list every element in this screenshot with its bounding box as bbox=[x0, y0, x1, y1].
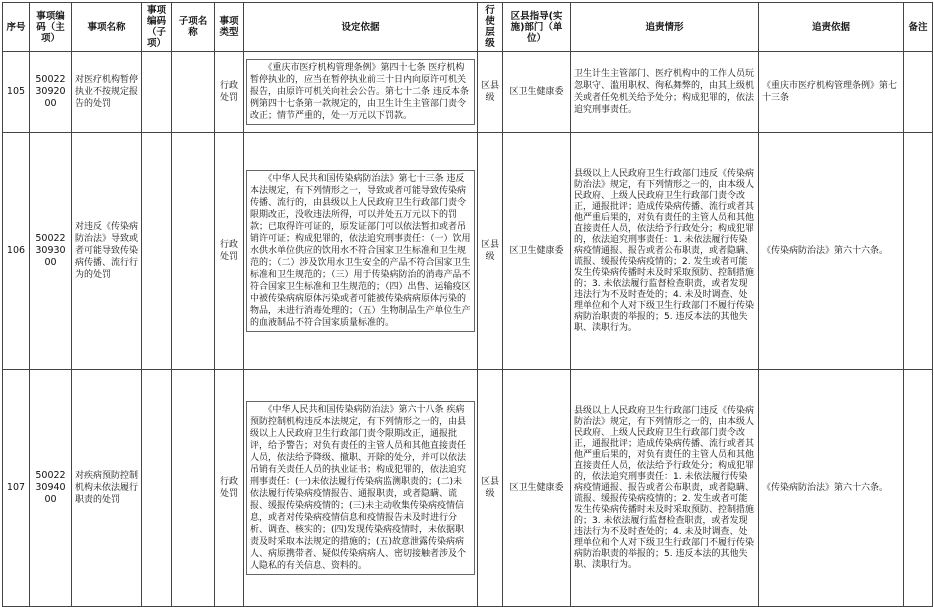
cell-subname bbox=[172, 370, 215, 607]
header-row bbox=[3, 3, 933, 52]
cell-code: 500223093000 bbox=[30, 133, 72, 370]
cell-code: 500223092000 bbox=[30, 52, 72, 133]
cell-remark bbox=[904, 52, 933, 133]
cell-subcode bbox=[142, 133, 172, 370]
cell-basis bbox=[244, 52, 478, 133]
cell-basis bbox=[244, 133, 478, 370]
cell-name: 对医疗机构暂停执业不按规定报告的处罚 bbox=[72, 52, 142, 133]
cell-name: 对疾病预防控制机构未依法履行职责的处罚 bbox=[72, 370, 142, 607]
cell-liability-basis: 《传染病防治法》第六十六条。 bbox=[759, 370, 904, 607]
header-seq: 序号 bbox=[3, 3, 30, 52]
cell-liability-basis: 《传染病防治法》第六十六条。 bbox=[759, 133, 904, 370]
cell-remark bbox=[904, 370, 933, 607]
cell-level: 区县级 bbox=[478, 52, 503, 133]
cell-basis bbox=[244, 370, 478, 607]
cell-type: 行政处罚 bbox=[215, 52, 244, 133]
basis-text: 《中华人民共和国传染病防治法》第七十三条 违反本法规定，有下列情形之一，导致或者可能导致传染病传播、流行的，由县级以上人民政府卫生行政部门责令限期改正，没收违法所得，可以并处五万元以下的罚款；已取得许可证的，原发证部门可以依法暂扣或者吊销许可证；构成犯罪的，依法追究刑事责任：（一）饮用水供水单位供应的饮用水不符合国家卫生标准和卫生规范的；（二）涉及饮用水卫生安全的产品不符合国家卫生标准和卫生规范的；（三）用于传染病防治的消毒产品不符合国家卫生标准和卫生规范的；（四）出售、运输疫区中被传染病病原体污染或者可能被传染病病原体污染的物品，未进行消毒处理的；（五）生物制品生产单位生产的血液制品不符合国家质量标准的。 bbox=[246, 170, 475, 332]
basis-text: 《中华人民共和国传染病防治法》第六十八条 疾病预防控制机构违反本法规定，有下列情形之一的，由县级以上人民政府卫生行政部门责令限期改正，通报批评，给予警告；对负有责任的主管人员和其他直接责任人员，依法给予降级、撤职、开除的处分，并可以依法吊销有关责任人员的执业证书；构成犯罪的，依法追究刑事责任：(一)未依法履行传染病监测职责的；(二)未依法履行传染病疫情报告、通报职责，或者隐瞒、谎报、缓报传染病疫情的；(三)未主动收集传染病疫情信息，或者对传染病疫情信息和疫情报告未及时进行分析、调查、核实的；(四)发现传染病疫情时，未依据职责及时采取本法规定的措施的；(五)故意泄露传染病病人、病原携带者、疑似传染病病人、密切接触者涉及个人隐私的有关信息、资料的。 bbox=[246, 401, 475, 575]
cell-subcode bbox=[142, 52, 172, 133]
cell-code: 500223094000 bbox=[30, 370, 72, 607]
cell-dept: 区卫生健康委 bbox=[503, 133, 571, 370]
cell-liability: 县级以上人民政府卫生行政部门违反《传染病防治法》规定，有下列情形之一的，由本级人民政府、上级人民政府卫生行政部门责令改正，通报批评；造成传染病传播、流行或者其他严重后果的，对负有责任的主管人员和其他直接责任人员，依法给予行政处分；构成犯罪的，依法追究刑事责任：1. 未依法履行传染病疫情通报、报告或者公布职责，或者隐瞒、谎报、缓报传染病疫情的；2. 发生或者可能发生传染病传播时未及时采取预防、控制措施的；3. 未依法履行监督检查职责，或者发现违法行为不及时查处的；4. 未及时调查、处理单位和个人对下级卫生行政部门不履行传染病防治职责的举报的；5. 违反本法的其他失职、渎职行为。 bbox=[571, 133, 759, 370]
header-level: 行使层级 bbox=[478, 3, 503, 52]
header-type: 事项类型 bbox=[215, 3, 244, 52]
cell-liability: 卫生计生主管部门、医疗机构中的工作人员玩忽职守、滥用职权、徇私舞弊的，由其上级机关或者任免机关给予处分；构成犯罪的，依法追究刑事责任。 bbox=[571, 52, 759, 133]
header-basis: 设定依据 bbox=[244, 3, 478, 52]
header-dept: 区县指导(实施)部门（单位） bbox=[503, 3, 571, 52]
table-row bbox=[3, 52, 933, 133]
cell-remark bbox=[904, 133, 933, 370]
header-code: 事项编码（主项） bbox=[30, 3, 72, 52]
cell-level: 区县级 bbox=[478, 370, 503, 607]
cell-subcode bbox=[142, 370, 172, 607]
table-row bbox=[3, 370, 933, 607]
cell-type: 行政处罚 bbox=[215, 370, 244, 607]
cell-seq: 107 bbox=[3, 370, 30, 607]
cell-type: 行政处罚 bbox=[215, 133, 244, 370]
cell-dept: 区卫生健康委 bbox=[503, 370, 571, 607]
header-subcode: 事项编码（子项） bbox=[142, 3, 172, 52]
header-remark: 备注 bbox=[904, 3, 933, 52]
cell-level: 区县级 bbox=[478, 133, 503, 370]
cell-subname bbox=[172, 133, 215, 370]
header-subname: 子项名称 bbox=[172, 3, 215, 52]
cell-seq: 105 bbox=[3, 52, 30, 133]
cell-name: 对违反《传染病防治法》导致或者可能导致传染病传播、流行行为的处罚 bbox=[72, 133, 142, 370]
basis-text: 《重庆市医疗机构管理条例》第四十七条 医疗机构暂停执业的，应当在暂停执业前三十日内向原许可机关报告，由原许可机关向社会公告。第七十二条 违反本条例第四十七条第一款规定的，由卫生计生主管部门责令改正；情节严重的，处一万元以下罚款。 bbox=[246, 59, 475, 125]
header-name: 事项名称 bbox=[72, 3, 142, 52]
cell-seq: 106 bbox=[3, 133, 30, 370]
header-liability: 追责情形 bbox=[571, 3, 759, 52]
cell-liability-basis: 《重庆市医疗机构管理条例》第七十三条 bbox=[759, 52, 904, 133]
cell-liability: 县级以上人民政府卫生行政部门违反《传染病防治法》规定，有下列情形之一的，由本级人民政府、上级人民政府卫生行政部门责令改正，通报批评；造成传染病传播、流行或者其他严重后果的，对负有责任的主管人员和其他直接责任人员，依法给予行政处分；构成犯罪的，依法追究刑事责任：1. 未依法履行传染病疫情通报、报告或者公布职责，或者隐瞒、谎报、缓报传染病疫情的；2. 发生或者可能发生传染病传播时未及时采取预防、控制措施的；3. 未依法履行监督检查职责，或者发现违法行为不及时查处的；4. 未及时调查、处理单位和个人对下级卫生行政部门不履行传染病防治职责的举报的；5. 违反本法的其他失职、渎职行为。 bbox=[571, 370, 759, 607]
table-row bbox=[3, 133, 933, 370]
cell-dept: 区卫生健康委 bbox=[503, 52, 571, 133]
header-liability-basis: 追责依据 bbox=[759, 3, 904, 52]
liability-table bbox=[2, 2, 933, 607]
cell-subname bbox=[172, 52, 215, 133]
